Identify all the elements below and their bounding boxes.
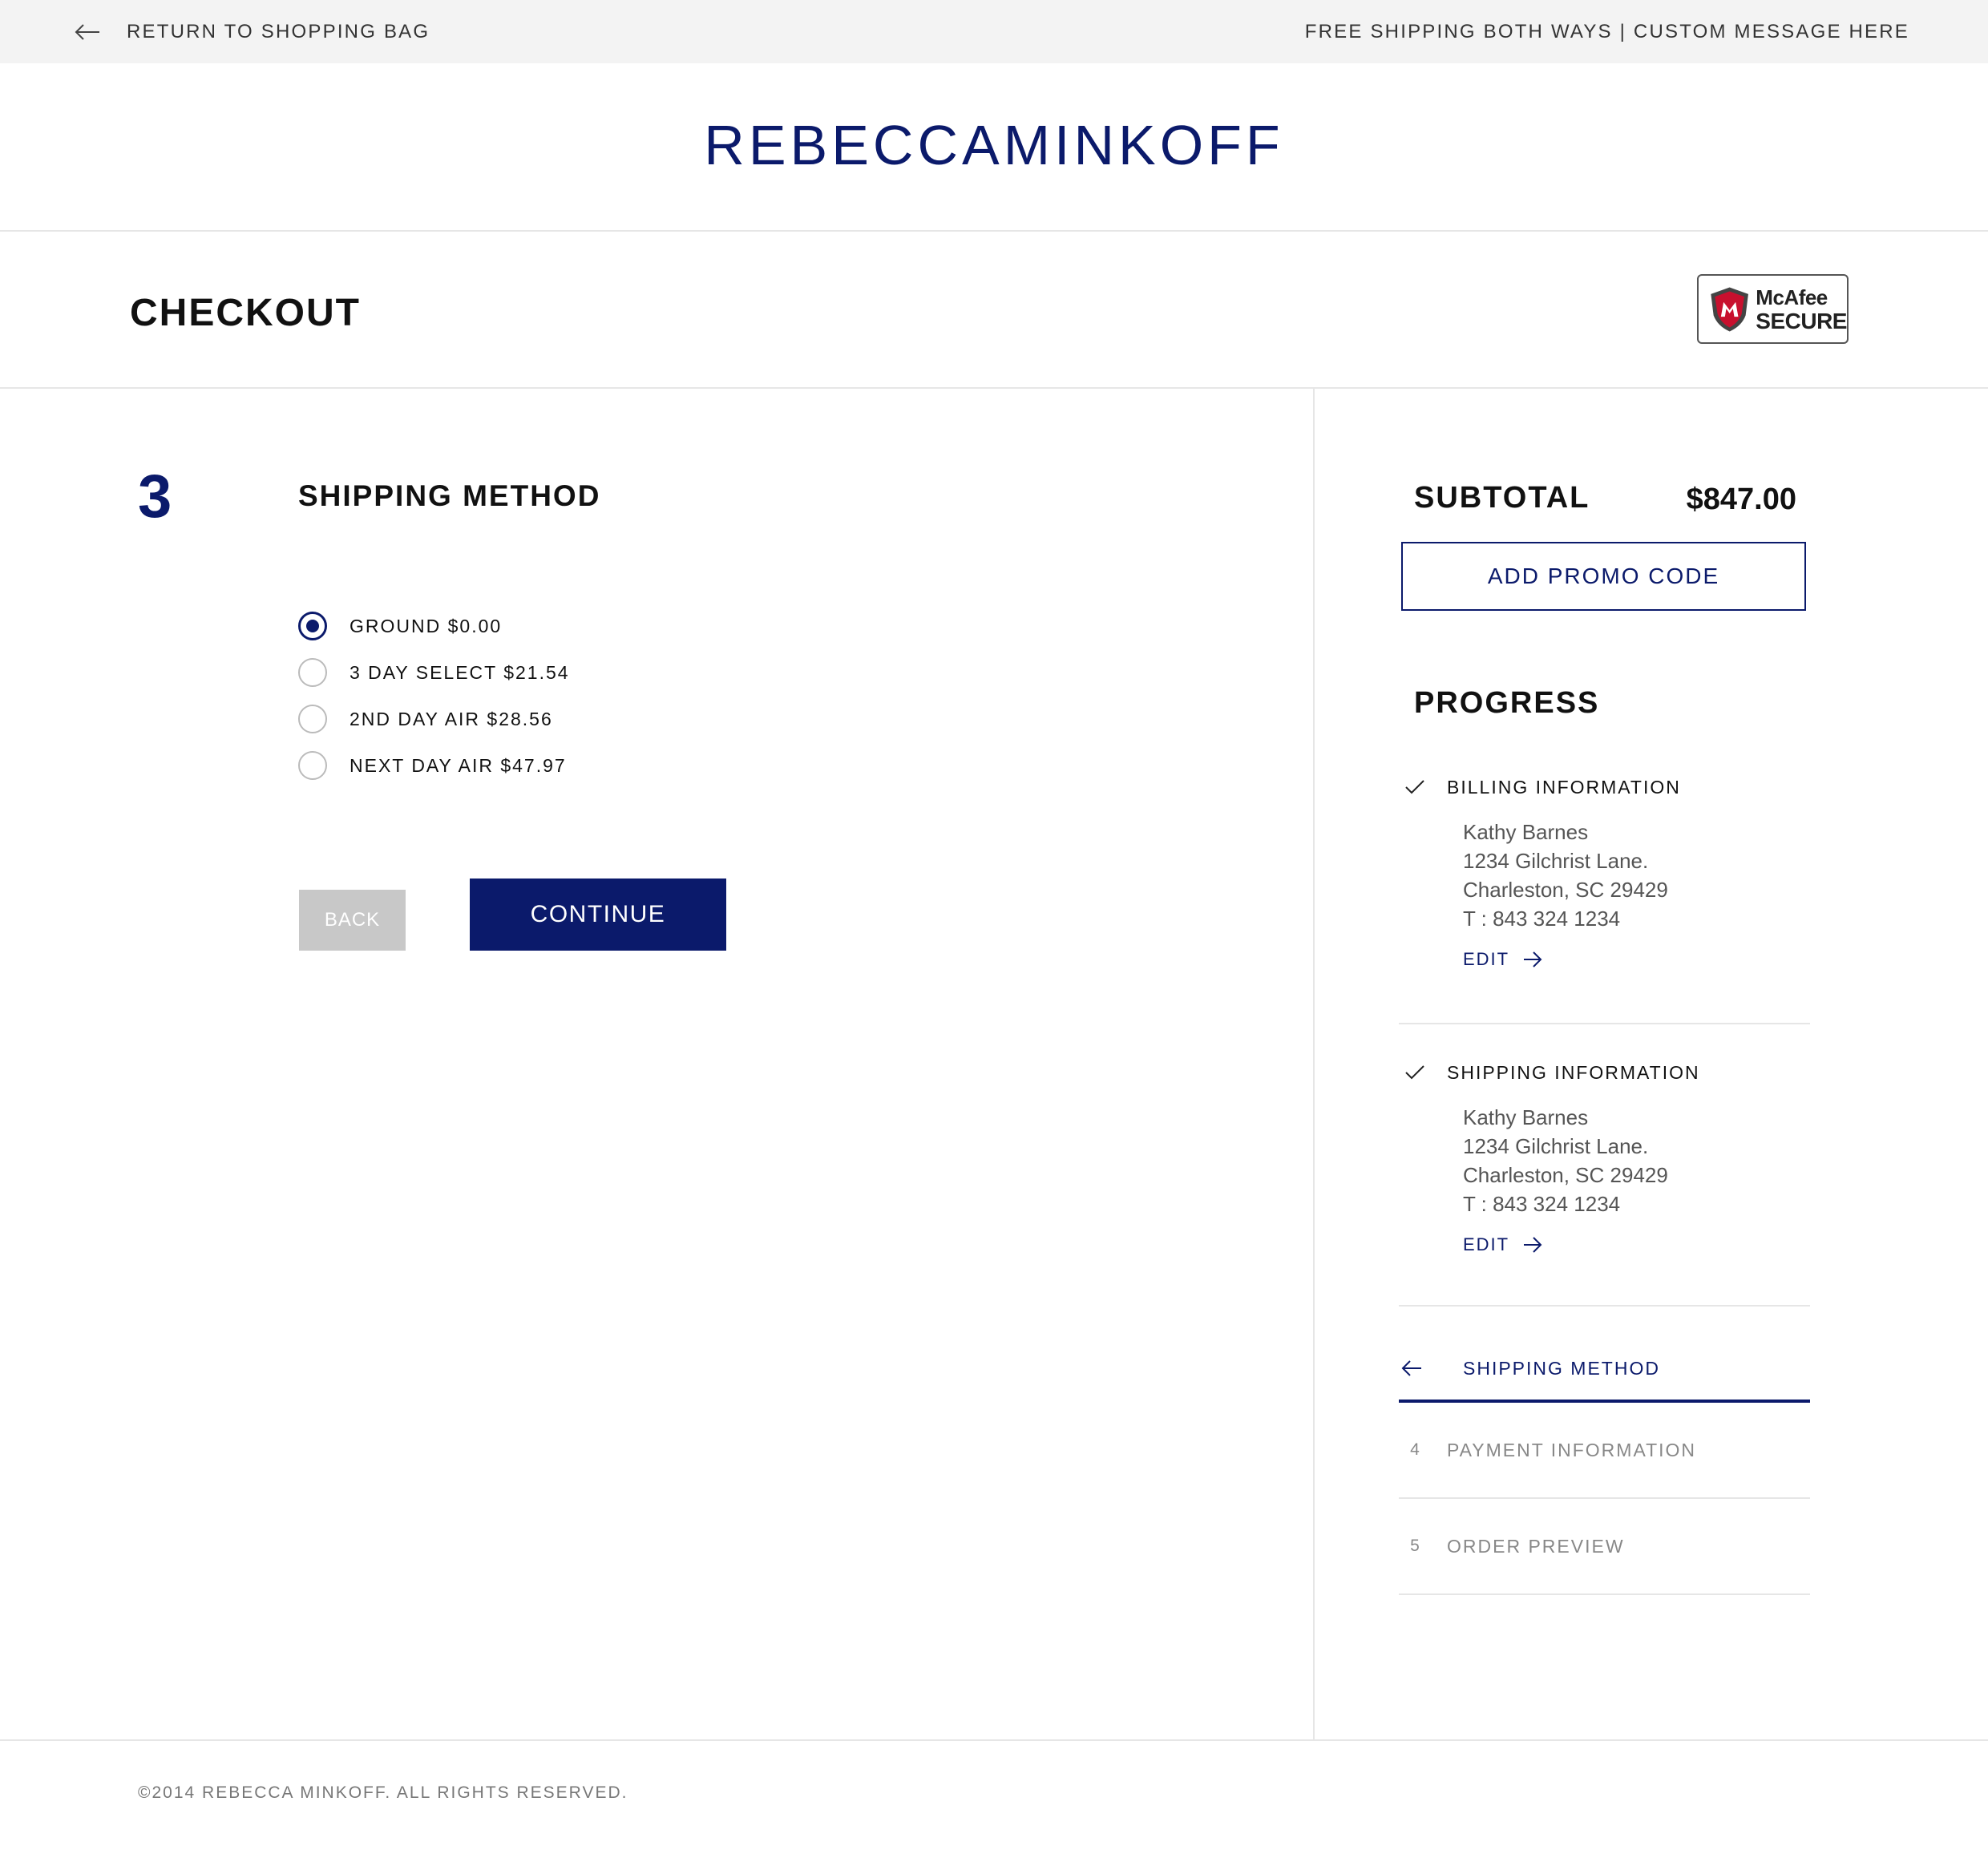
checkmark-icon [1399,779,1431,795]
back-button[interactable]: BACK [299,890,406,951]
shipping-promo-message: FREE SHIPPING BOTH WAYS | CUSTOM MESSAGE HERE [1304,21,1909,42]
brand-logo[interactable] [0,113,1988,177]
progress-divider [1399,1023,1810,1024]
progress-step-number: 4 [1410,1440,1420,1459]
logo-part-1: REBECCA [704,114,1004,176]
shipping-option-2nd-day-air[interactable] [298,696,570,742]
arrow-left-icon [1400,1359,1423,1377]
shipping-city: Charleston, SC 29429 [1463,1163,1668,1187]
continue-button[interactable]: CONTINUE [470,879,726,951]
radio-button[interactable] [298,658,327,687]
edit-label: EDIT [1463,1234,1510,1254]
shipping-option-next-day-air[interactable] [298,742,570,789]
shipping-phone: T : 843 324 1234 [1463,1192,1621,1216]
progress-billing-information [1399,771,1810,970]
mcafee-badge-line-2: SECURE [1756,308,1847,333]
return-to-bag-link[interactable] [74,0,430,63]
shipping-option-3-day-select[interactable] [298,649,570,696]
edit-billing-link[interactable] [1463,949,1810,970]
step-number: 3 [138,462,172,531]
billing-phone: T : 843 324 1234 [1463,907,1621,931]
shipping-address [1463,1103,1810,1218]
progress-step-title: PAYMENT INFORMATION [1447,1439,1697,1460]
footer-copyright: ©2014 REBECCA MINKOFF. ALL RIGHTS RESERVED. [138,1783,628,1802]
shipping-street: 1234 Gilchrist Lane. [1463,1134,1649,1158]
billing-street: 1234 Gilchrist Lane. [1463,849,1649,873]
progress-step-title: SHIPPING INFORMATION [1447,1061,1700,1083]
top-bar [0,0,1988,63]
progress-title: PROGRESS [1414,686,1600,720]
shipping-options [298,603,570,789]
shipping-method-title: SHIPPING METHOD [298,479,601,512]
billing-name: Kathy Barnes [1463,820,1589,844]
column-divider [1313,389,1315,1739]
checkout-header [0,232,1988,389]
radio-button-selected[interactable] [298,612,327,640]
shipping-option-label: NEXT DAY AIR $47.97 [350,754,567,776]
progress-step-title: SHIPPING METHOD [1463,1357,1660,1379]
shipping-option-label: GROUND $0.00 [350,615,503,636]
progress-step-number: 5 [1410,1537,1420,1555]
arrow-right-icon [1522,951,1543,968]
shipping-option-label: 3 DAY SELECT $21.54 [350,661,570,683]
progress-divider [1399,1305,1810,1307]
shipping-name: Kathy Barnes [1463,1105,1589,1129]
mcafee-badge-line-1: McAfee [1756,285,1828,309]
return-to-bag-label: RETURN TO SHOPPING BAG [127,20,430,42]
progress-step-payment [1399,1403,1810,1499]
logo-part-2: MINKOFF [1003,114,1284,176]
radio-button[interactable] [298,751,327,780]
checkmark-icon [1399,1064,1431,1080]
mcafee-shield-icon [1708,281,1751,337]
progress-shipping-information [1399,1056,1810,1255]
radio-button[interactable] [298,705,327,733]
progress-current-step[interactable] [1399,1337,1810,1403]
edit-label: EDIT [1463,949,1510,969]
mcafee-secure-badge [1697,274,1849,344]
subtotal-value: $847.00 [1686,483,1796,516]
billing-address [1463,818,1810,933]
arrow-right-icon [1522,1236,1543,1254]
progress-step-title: BILLING INFORMATION [1447,776,1681,798]
progress-step-order-preview [1399,1499,1810,1595]
edit-shipping-link[interactable] [1463,1234,1810,1255]
arrow-left-icon [74,22,101,42]
shipping-option-ground[interactable] [298,603,570,649]
add-promo-code-button[interactable]: ADD PROMO CODE [1401,542,1806,611]
billing-city: Charleston, SC 29429 [1463,878,1668,902]
subtotal-label: SUBTOTAL [1414,481,1590,515]
page-title: CHECKOUT [130,292,361,334]
progress-step-title: ORDER PREVIEW [1447,1535,1625,1557]
header-logo-row [0,63,1988,232]
footer-divider [0,1739,1988,1741]
shipping-option-label: 2ND DAY AIR $28.56 [350,708,553,729]
